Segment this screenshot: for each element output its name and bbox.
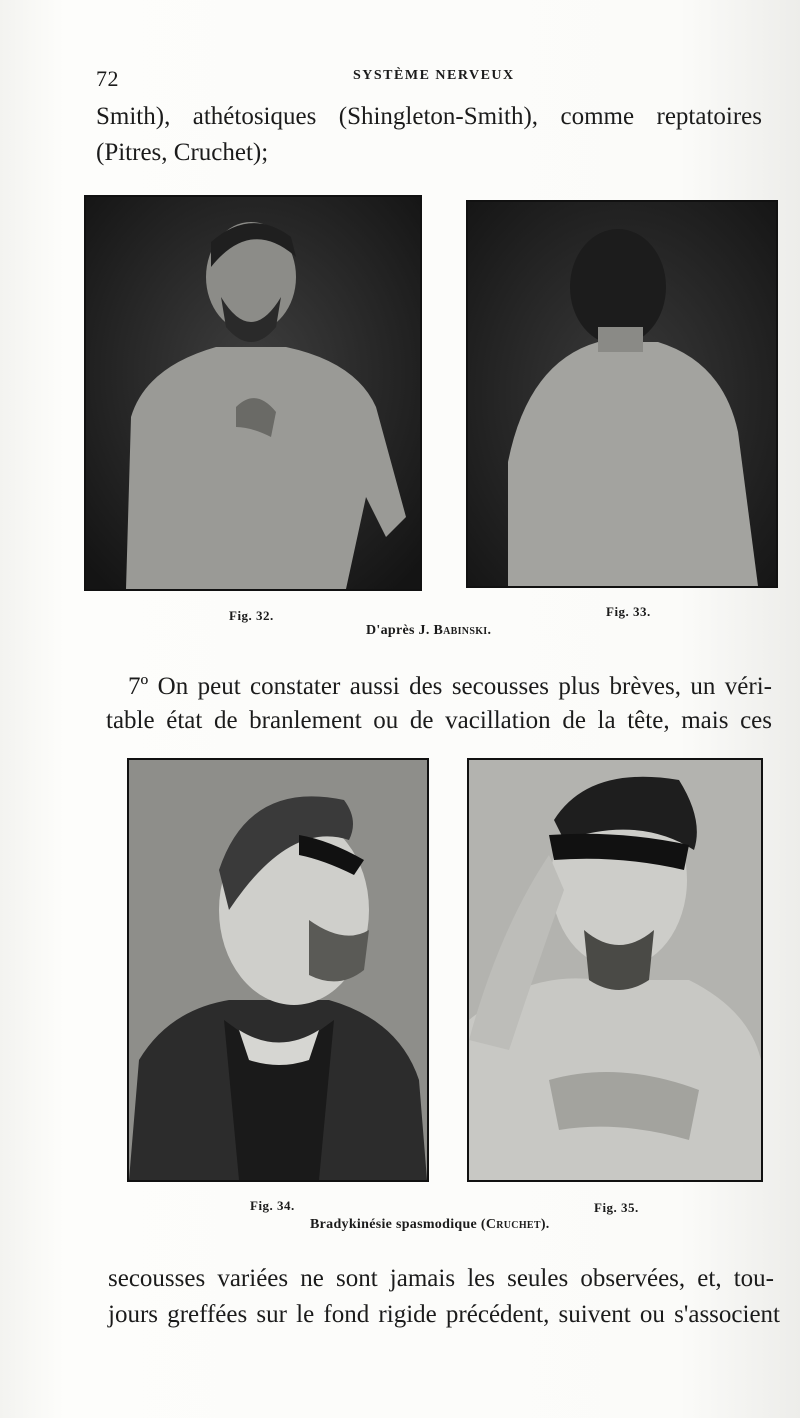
figure-caption-top: [366, 623, 491, 639]
figure-label-33: Fig. 33.: [606, 604, 651, 619]
caption-text: Bradykinésie spasmodique (: [310, 1217, 486, 1232]
paragraph-line: 7º On peut constater aussi des secousses plus brèves, un véri-: [128, 673, 772, 700]
caption-author: Babinski.: [433, 623, 492, 638]
caption-author: Cruchet: [485, 1217, 541, 1232]
paragraph-line: secousses variées ne sont jamais les seules observées, et, tou-: [108, 1265, 774, 1292]
photo-fig-32: [84, 195, 422, 591]
caption-prefix: D'après J.: [366, 623, 430, 638]
paragraph-line: (Pitres, Cruchet);: [96, 139, 269, 166]
paragraph-line: Smith), athétosiques (Shingleton-Smith), comme reptatoires: [96, 103, 762, 130]
paragraph-line: jours greffées sur le fond rigide précédent, suivent ou s'associent: [108, 1301, 780, 1328]
page-number: 72: [96, 66, 119, 91]
running-title: SYSTÈME NERVEUX: [353, 68, 515, 83]
caption-end: ).: [540, 1217, 550, 1232]
photo-fig-34: [127, 758, 429, 1182]
figure-label-32: Fig. 32.: [229, 608, 274, 623]
paragraph-line: table état de branlement ou de vacillation de la tête, mais ces: [106, 707, 772, 734]
photo-fig-33: [466, 200, 778, 588]
figure-label-34: Fig. 34.: [250, 1198, 295, 1213]
photo-fig-35: [467, 758, 763, 1182]
figure-label-35: Fig. 35.: [594, 1200, 639, 1215]
figure-caption-bottom: [310, 1217, 550, 1233]
